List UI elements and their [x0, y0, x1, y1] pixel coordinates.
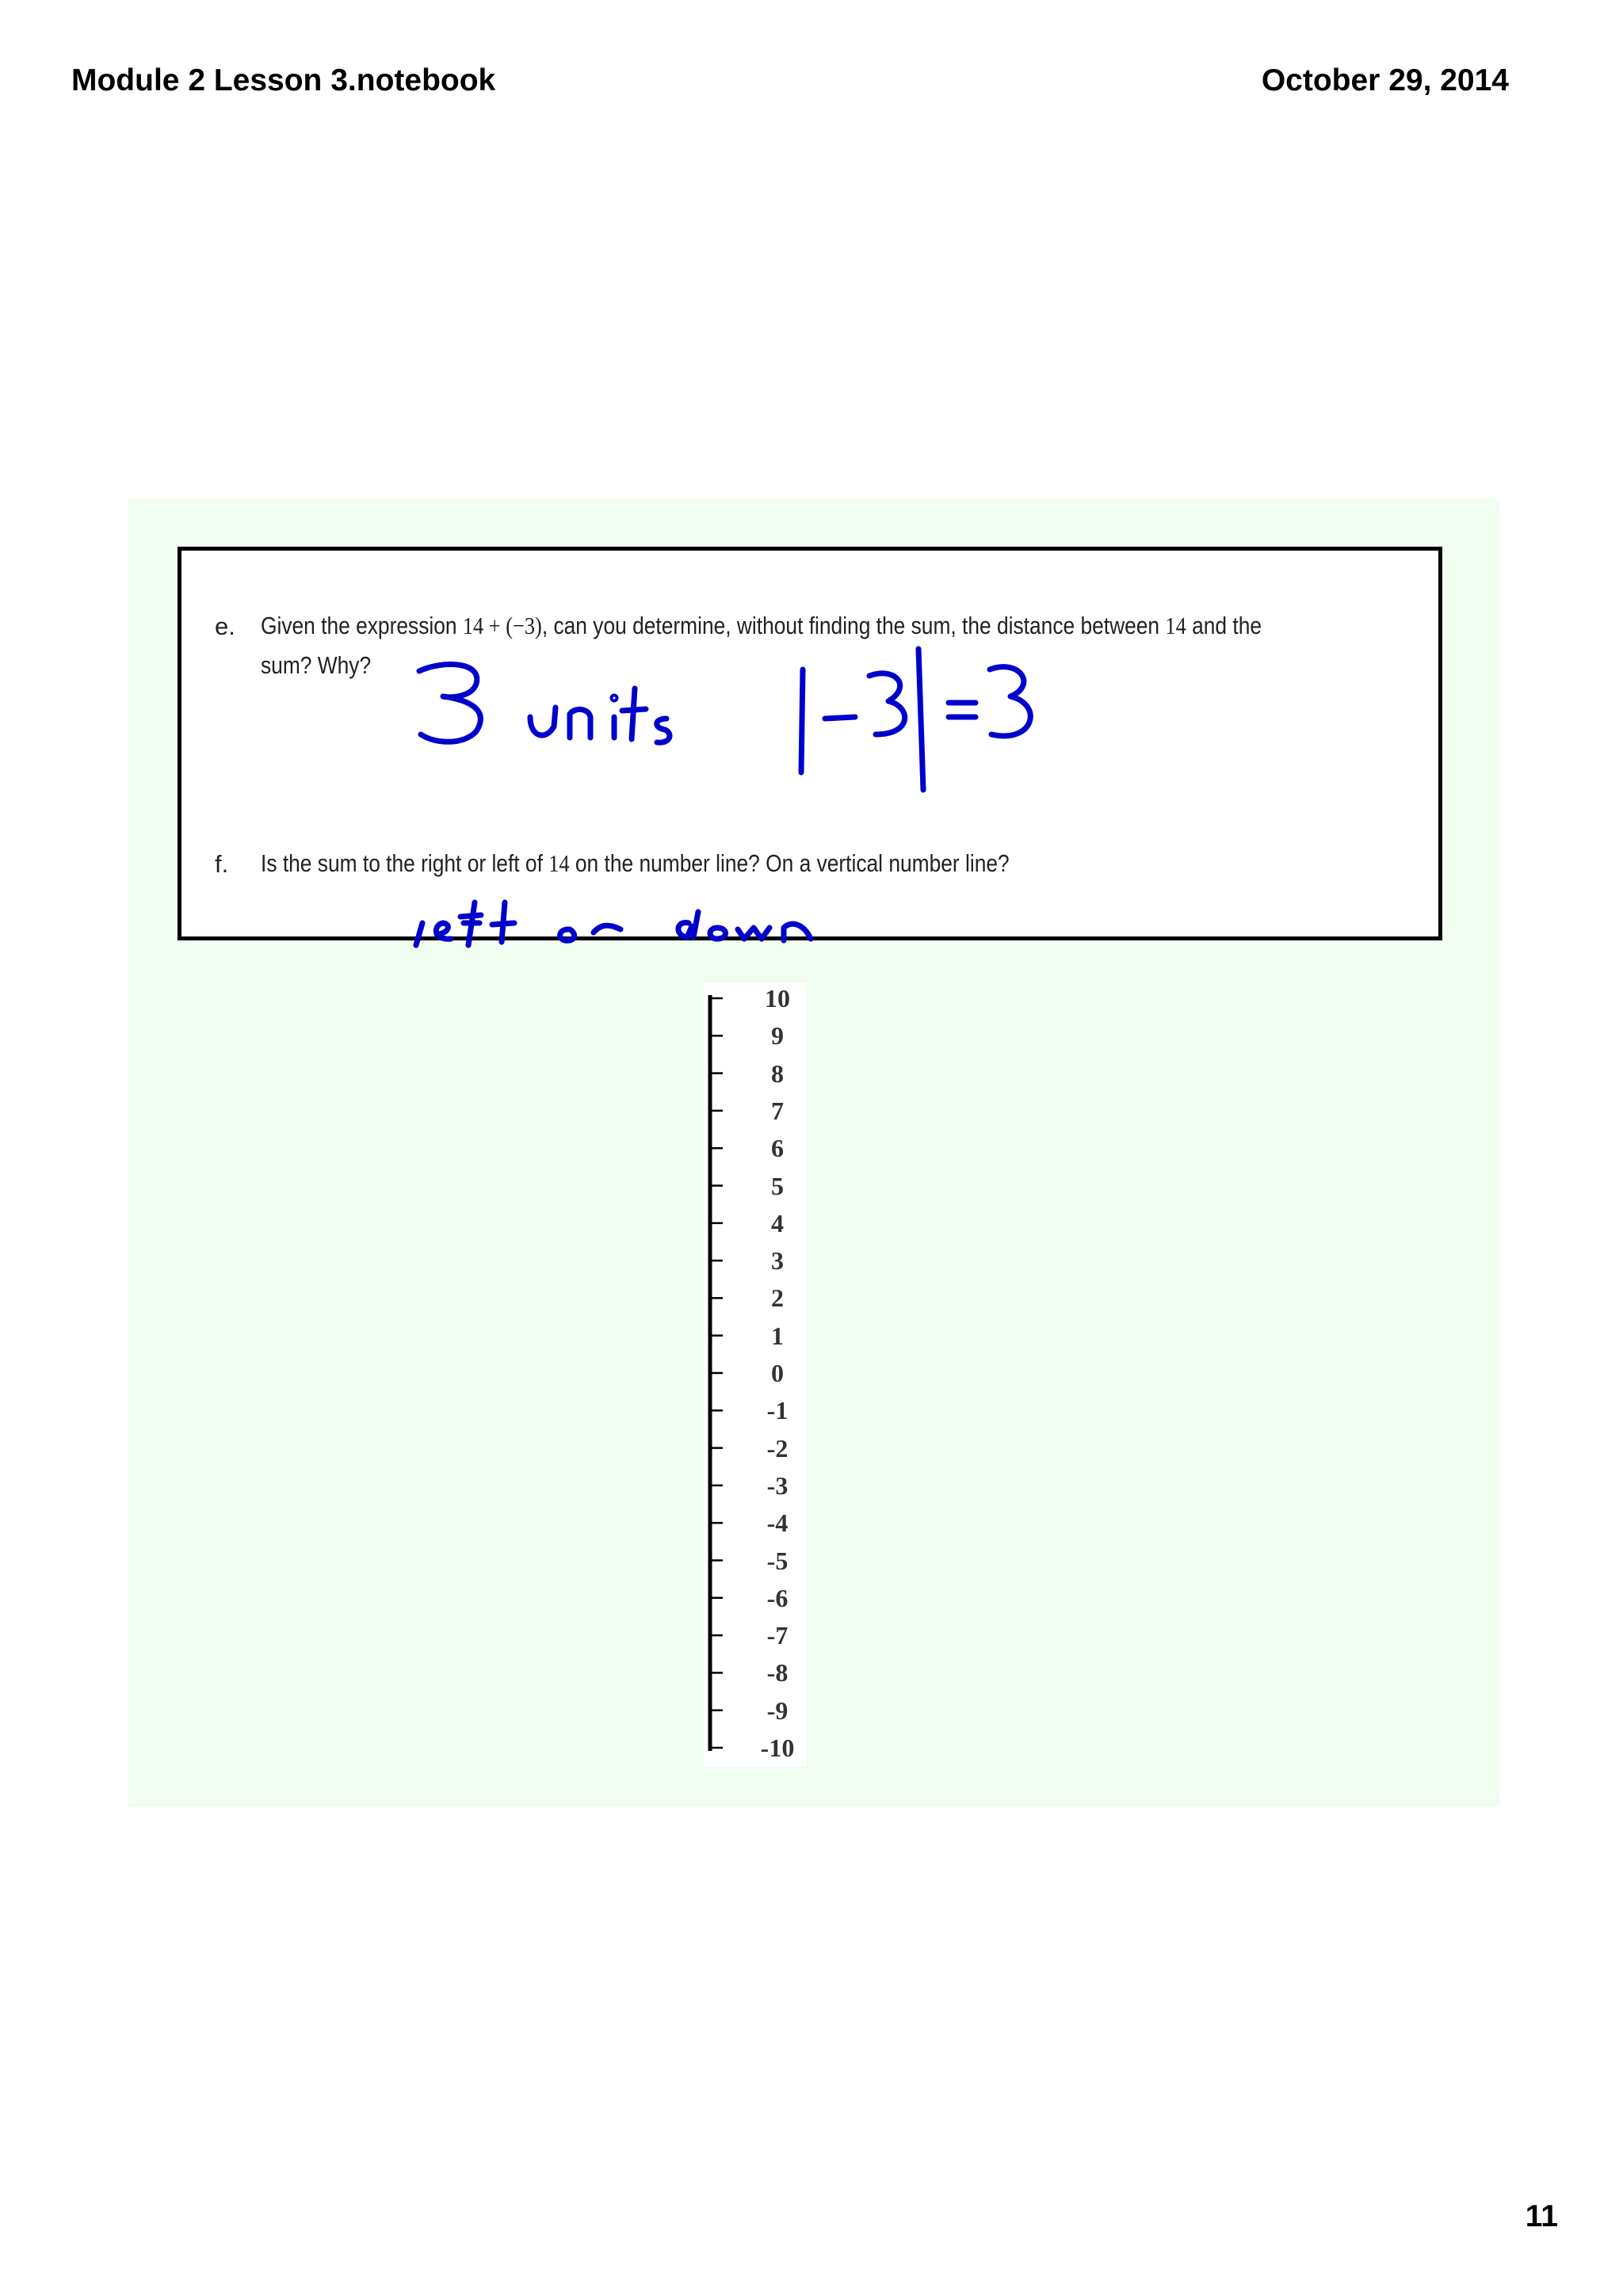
question-e-text-before: Given the expression — [261, 612, 463, 639]
question-box — [178, 547, 1442, 940]
number-line-label: -5 — [766, 1546, 789, 1575]
question-f-text-before: Is the sum to the right or left of — [261, 849, 549, 877]
number-line-label: -3 — [766, 1470, 789, 1500]
question-e-text-middle: , can you determine, without finding the sum, the distance between — [541, 612, 1166, 639]
vertical-number-line — [704, 982, 807, 1767]
number-line-label: 10 — [765, 984, 790, 1013]
question-f-number: 14 — [548, 849, 570, 877]
page-number: 11 — [1525, 2199, 1558, 2233]
number-line-label: -1 — [766, 1396, 789, 1425]
handwritten-answers — [181, 551, 1446, 963]
notebook-slide — [128, 499, 1499, 1806]
number-line-label: 4 — [771, 1208, 784, 1238]
number-line-label: -7 — [766, 1621, 789, 1650]
number-line-label: -6 — [766, 1583, 789, 1612]
document-title: Module 2 Lesson 3.notebook — [71, 63, 496, 97]
question-f-text-after: on the number line? On a vertical number line? — [569, 849, 1010, 877]
number-line-label: 0 — [771, 1359, 784, 1387]
handwriting-absolute-value — [801, 649, 1030, 790]
question-e-expression: 14 + (−3) — [462, 612, 542, 639]
question-e-letter: e. — [215, 612, 235, 640]
number-line-label: 2 — [771, 1283, 784, 1313]
number-line-label: 9 — [771, 1021, 784, 1051]
number-line-label: 5 — [771, 1171, 784, 1200]
number-line-label: -9 — [766, 1695, 789, 1725]
number-line-label: 7 — [771, 1096, 784, 1125]
number-line-label: 8 — [771, 1058, 784, 1088]
question-e-line2: sum? Why? — [261, 651, 372, 679]
document-date: October 29, 2014 — [1261, 63, 1509, 97]
number-line-label: 6 — [771, 1134, 784, 1163]
handwriting-3-units — [419, 665, 670, 743]
number-line-label: -10 — [760, 1733, 795, 1762]
question-e-number: 14 — [1165, 612, 1186, 639]
number-line-label: 3 — [771, 1246, 784, 1276]
question-e-text-after: and the — [1186, 612, 1262, 639]
handwriting-left-or-down — [416, 902, 811, 945]
question-f-letter: f. — [215, 850, 229, 878]
number-line-label: -4 — [766, 1508, 789, 1538]
number-line-label: -8 — [766, 1658, 789, 1688]
number-line-label: -2 — [766, 1433, 789, 1463]
number-line-label: 1 — [771, 1321, 784, 1350]
